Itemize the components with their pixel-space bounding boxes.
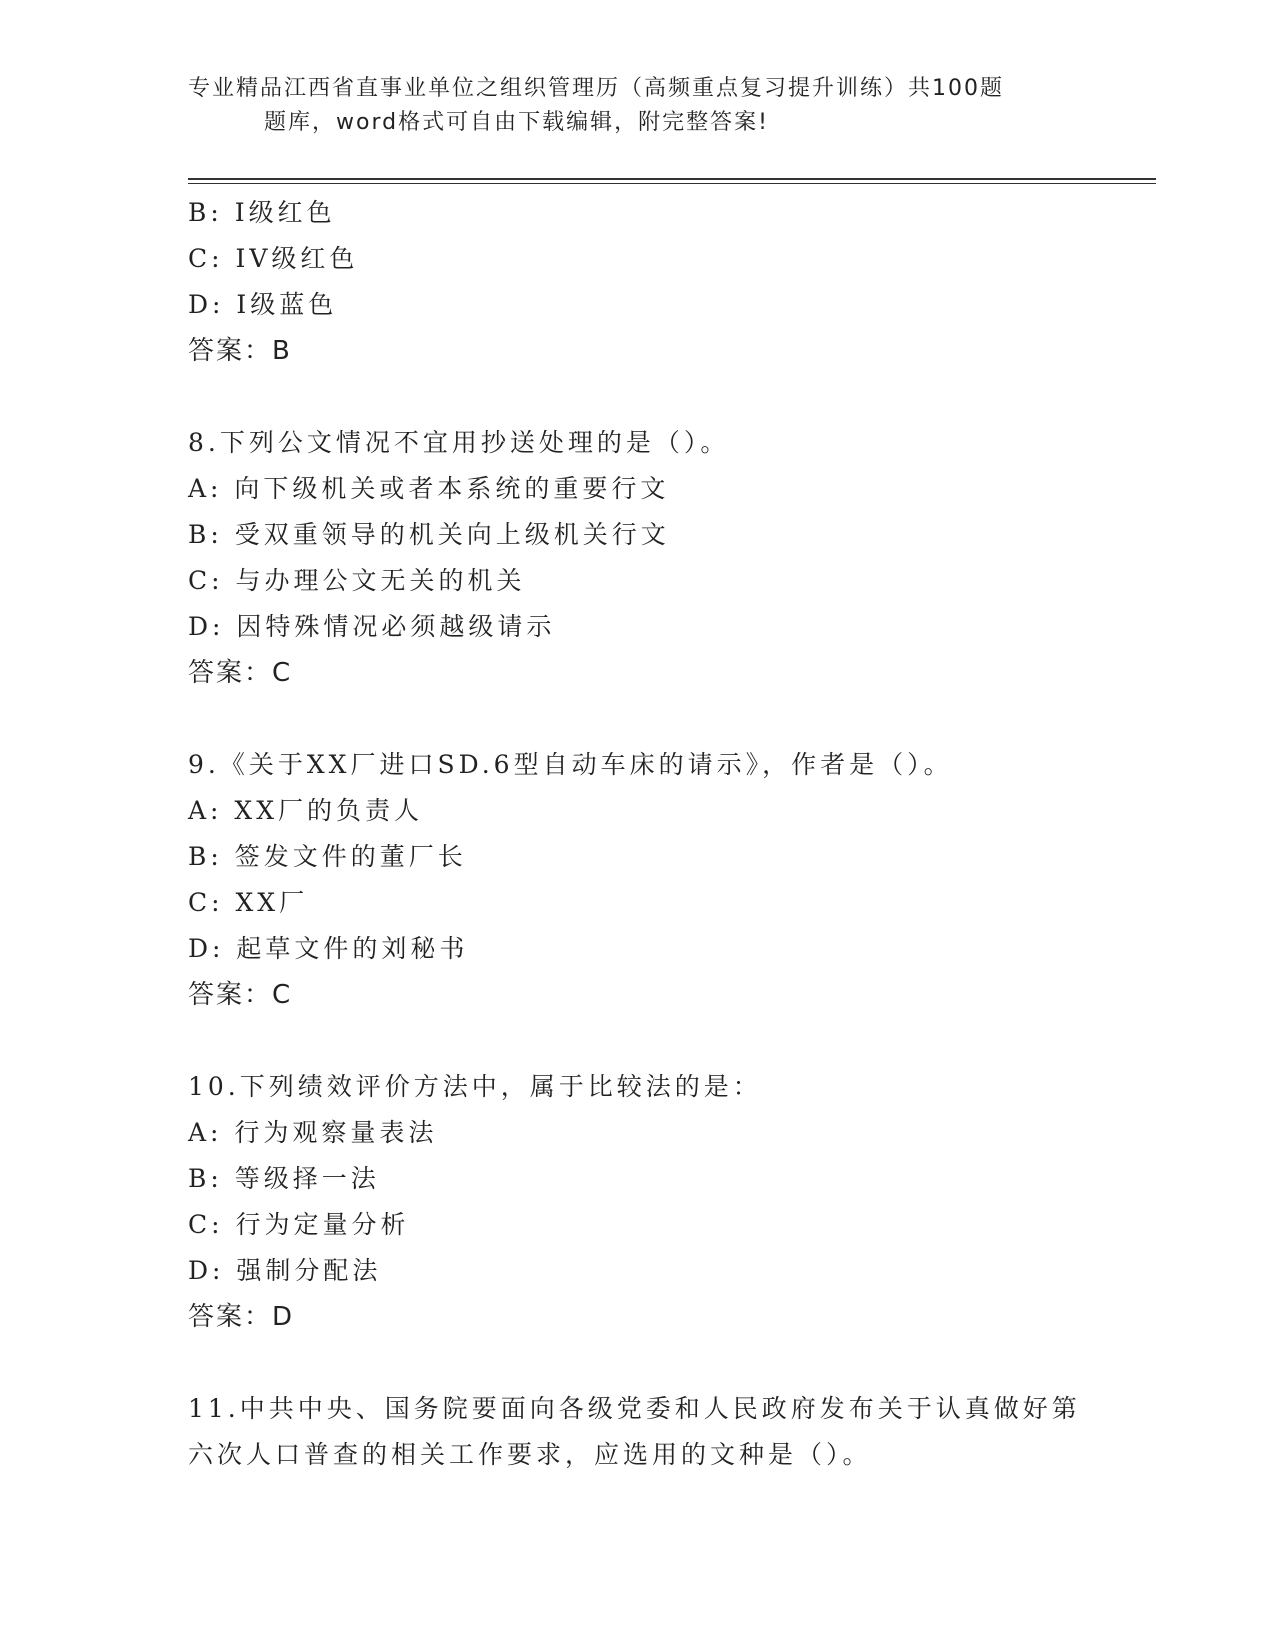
answer-line: 答案：C (188, 980, 293, 1010)
header-title-line-2: 题库，word格式可自由下载编辑，附完整答案! (264, 110, 769, 135)
question-stem: 9.《关于XX厂进口SD.6型自动车床的请示》，作者是（）。 (188, 750, 953, 779)
option-d: D: 起草文件的刘秘书 (188, 934, 469, 963)
answer-line: 答案：C (188, 658, 293, 688)
option-c: C: 行为定量分析 (188, 1210, 410, 1239)
option-b: B: I级红色 (188, 198, 336, 227)
question-stem: 10.下列绩效评价方法中，属于比较法的是： (188, 1072, 762, 1101)
answer-line: 答案：B (188, 336, 292, 366)
question-7-continued (188, 190, 1088, 374)
option-d: D: I级蓝色 (188, 290, 338, 319)
option-a: A: 行为观察量表法 (188, 1118, 438, 1147)
option-c: C: XX厂 (188, 888, 309, 917)
question-10 (188, 1064, 1088, 1340)
header-title-line-1: 专业精品江西省直事业单位之组织管理历（高频重点复习提升训练）共100题 (188, 76, 1004, 101)
question-stem-line-2: 六次人口普查的相关工作要求，应选用的文种是（）。 (188, 1440, 872, 1469)
answer-line: 答案：D (188, 1302, 295, 1332)
option-c: C: 与办理公文无关的机关 (188, 566, 526, 595)
document-header (188, 72, 1058, 140)
question-9 (188, 742, 1088, 1018)
question-11 (188, 1386, 1088, 1478)
question-content (188, 190, 1088, 1478)
option-d: D: 因特殊情况必须越级请示 (188, 612, 556, 641)
header-divider-thick (188, 178, 1156, 180)
option-d: D: 强制分配法 (188, 1256, 382, 1285)
question-stem-line-1: 11.中共中央、国务院要面向各级党委和人民政府发布关于认真做好第 (188, 1394, 1081, 1423)
option-a: A: 向下级机关或者本系统的重要行文 (188, 474, 670, 503)
option-b: B: 等级择一法 (188, 1164, 380, 1193)
option-b: B: 受双重领导的机关向上级机关行文 (188, 520, 670, 549)
option-b: B: 签发文件的董厂长 (188, 842, 467, 871)
option-a: A: XX厂的负责人 (188, 796, 424, 825)
header-divider-thin (188, 183, 1156, 184)
question-stem: 8.下列公文情况不宜用抄送处理的是（）。 (188, 428, 730, 457)
question-8 (188, 420, 1088, 696)
option-c: C: IV级红色 (188, 244, 359, 273)
